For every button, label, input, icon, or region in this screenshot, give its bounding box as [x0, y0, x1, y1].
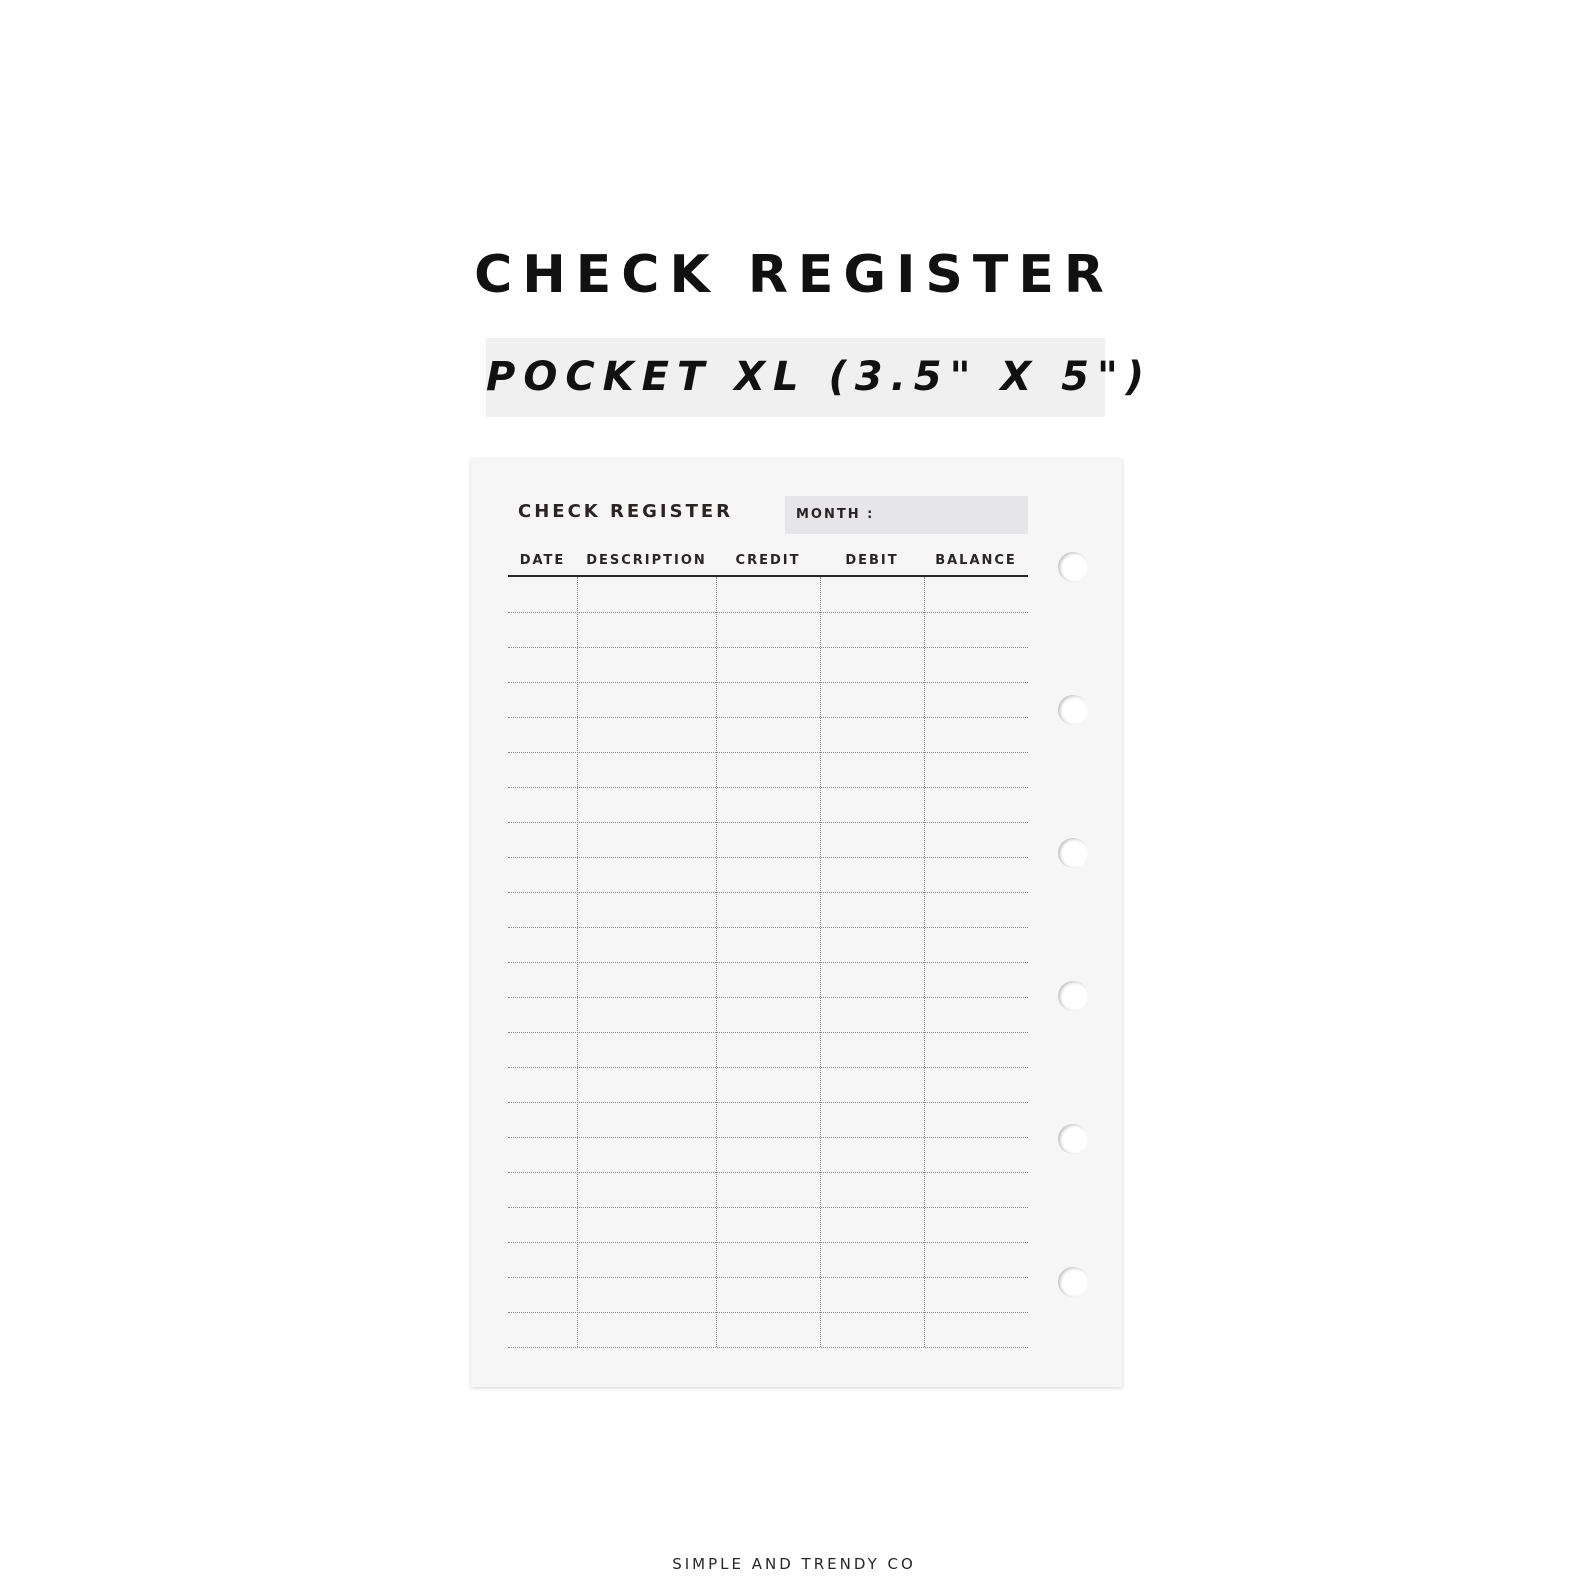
- table-row: [508, 822, 1028, 823]
- table-row: [508, 1032, 1028, 1033]
- ring-hole: [1058, 981, 1088, 1011]
- page-title: CHECK REGISTER: [474, 245, 1114, 305]
- ring-hole: [1058, 552, 1088, 582]
- table-row: [508, 787, 1028, 788]
- column-header-balance: BALANCE: [935, 553, 1017, 568]
- page-subtitle: POCKET XL (3.5" X 5"): [486, 354, 1153, 400]
- table-row: [508, 962, 1028, 963]
- column-divider: [820, 577, 821, 1347]
- month-field[interactable]: [785, 496, 1028, 534]
- column-header-credit: CREDIT: [735, 553, 801, 568]
- table-row: [508, 857, 1028, 858]
- table-row: [508, 612, 1028, 613]
- table-row: [508, 647, 1028, 648]
- table-row: [508, 752, 1028, 753]
- ring-hole: [1058, 1124, 1088, 1154]
- table-row: [508, 1067, 1028, 1068]
- table-row: [508, 682, 1028, 683]
- header-rule: [508, 575, 1028, 577]
- table-row: [508, 1347, 1028, 1348]
- month-label: MONTH :: [796, 507, 875, 522]
- ring-hole: [1058, 1267, 1088, 1297]
- table-row: [508, 717, 1028, 718]
- table-row: [508, 1137, 1028, 1138]
- table-row: [508, 1172, 1028, 1173]
- column-header-description: DESCRIPTION: [586, 553, 707, 568]
- ring-hole: [1058, 695, 1088, 725]
- sheet-title: CHECK REGISTER: [518, 501, 734, 522]
- brand-footer: SIMPLE AND TRENDY CO: [672, 1555, 916, 1573]
- planner-sheet: [471, 459, 1122, 1387]
- table-row: [508, 1242, 1028, 1243]
- table-row: [508, 1277, 1028, 1278]
- table-row: [508, 927, 1028, 928]
- column-divider: [924, 577, 925, 1347]
- table-row: [508, 1312, 1028, 1313]
- column-header-debit: DEBIT: [845, 553, 899, 568]
- column-header-date: DATE: [519, 553, 566, 568]
- column-divider: [716, 577, 717, 1347]
- table-row: [508, 1102, 1028, 1103]
- ring-hole: [1058, 838, 1088, 868]
- column-divider: [577, 577, 578, 1347]
- table-row: [508, 997, 1028, 998]
- table-row: [508, 1207, 1028, 1208]
- table-row: [508, 892, 1028, 893]
